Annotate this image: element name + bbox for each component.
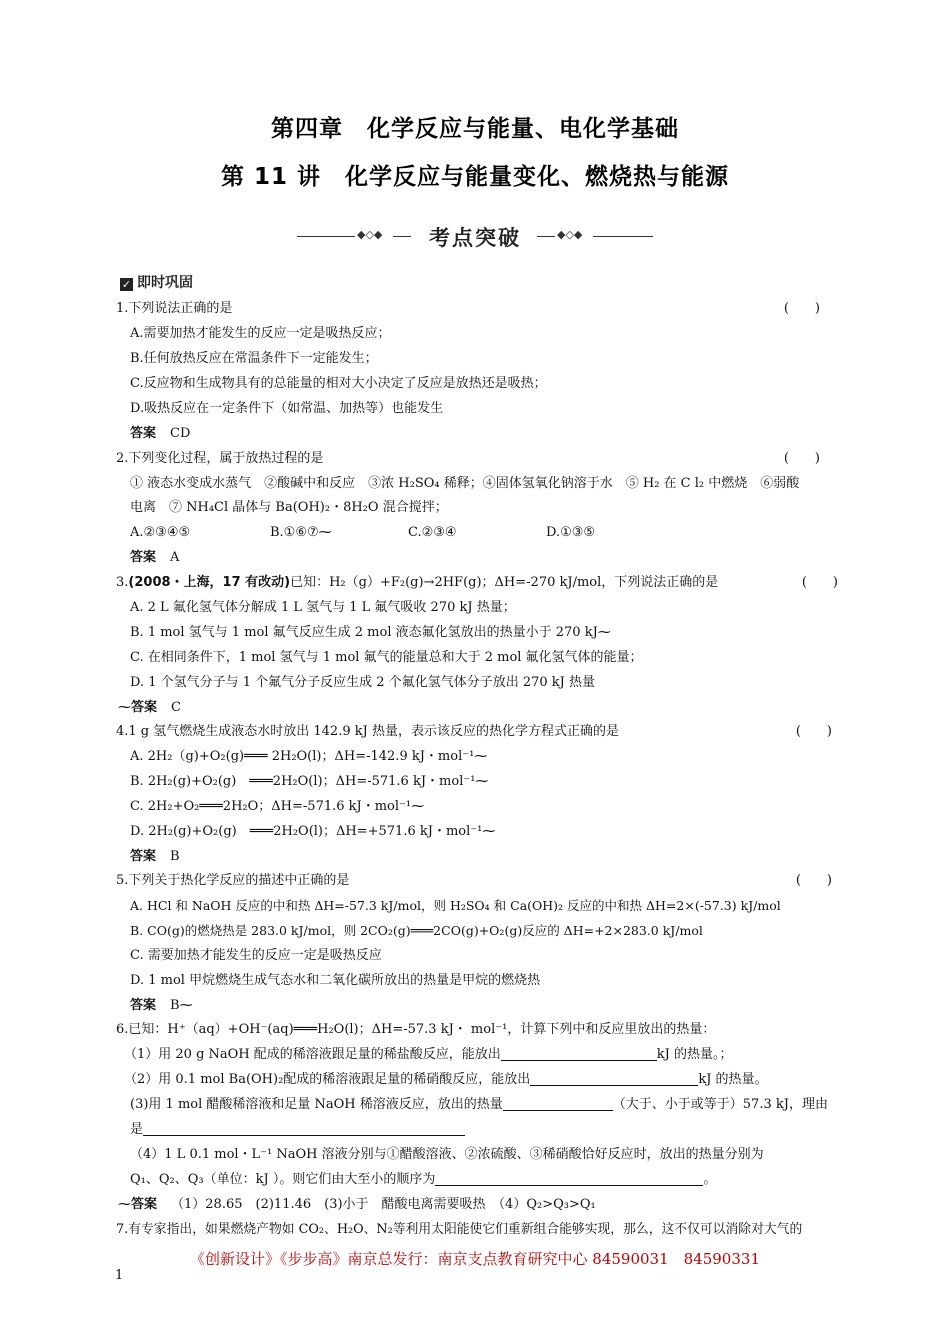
mark-icon: ⁓ [118,700,131,715]
option-a: A.需要加热才能发生的反应一定是吸热反应； [130,326,391,341]
answer-1 [130,425,190,443]
part-text-end: （大于、小于或等于）57.3 kJ，理由 [612,1097,828,1112]
banner-rule-right [593,236,653,237]
option-c: C. 需要加热才能发生的反应一定是吸热反应 [130,948,382,963]
answer-label: 答案 [130,998,157,1013]
option-d: D.吸热反应在一定条件下（如常温、加热等）也能发生 [130,401,444,416]
answer-label: 答案 [131,1197,158,1212]
option-d: D. 1 mol 甲烷燃烧生成气态水和二氧化碳所放出的热量是甲烷的燃烧热 [130,973,541,988]
answer-3 [118,699,181,717]
answer-paren: ( ) [783,301,820,316]
answer-paren: ( ) [801,575,838,590]
answer-blank [143,1121,465,1136]
option-c [130,798,424,816]
answer-value: A [170,550,180,565]
mark-icon: ⁓ [597,625,611,640]
question-2-items-cont: 电离 ⑦ NH₄Cl 晶体与 Ba(OH)₂・8H₂O 混合搅拌； [130,500,448,515]
part-text-end: kJ 的热量。 [698,1072,768,1087]
question-text: 5.下列关于热化学反应的描述中正确的是 [116,873,350,888]
answer-label: 答案 [130,849,157,864]
option-d: D. 1 个氢气分子与 1 个氟气分子反应生成 2 个氟化氢气体分子放出 270 kJ 热量 [130,675,595,690]
question-2 [116,450,820,468]
answer-2 [130,549,179,567]
option-b-text: B. 1 mol 氢气与 1 mol 氟气反应生成 2 mol 液态氟化氢放出的热量小于 270 kJ [130,625,598,640]
banner-rule-left-inner [393,236,411,237]
part-text: (3)用 1 mol 醋酸稀溶液和足量 NaOH 稀溶液反应，放出的热量 [130,1097,503,1112]
option-b-text: B. 2H₂(g)+O₂(g) ═══2H₂O(l)；ΔH=-571.6 kJ・mol⁻¹ [130,774,476,789]
mark-icon: ⁓ [411,799,425,814]
option-c: C.②③④ [408,525,457,540]
answer-blank [501,1046,657,1061]
option-b: B.任何放热反应在常温条件下一定能发生； [130,351,378,366]
question-text: 已知：H₂（g）+F₂(g)→2HF(g)；ΔH=-270 kJ/mol，下列说法正确的是 [290,575,719,590]
mark-icon: ⁓ [482,824,496,839]
question-6-part-1 [124,1046,733,1064]
part-text-end: 。 [703,1172,717,1187]
answer-value: B [170,998,180,1013]
option-b: B. CO(g)的燃烧热是 283.0 kJ/mol，则 2CO₂(g)═══2CO(g)+O₂(g)反应的 ΔH=+2×283.0 kJ/mol [130,923,703,938]
banner-rule-left [297,236,355,237]
banner-rule-right-inner [537,236,555,237]
answer-value: CD [170,426,191,441]
question-6-part-4-cont [130,1171,716,1189]
option-b [130,773,488,791]
publisher-footer: 《创新设计》《步步高》南京总发行：南京支点教育研究中心 84590031 84590331 [190,1250,760,1268]
question-text: 4.1 g 氢气燃烧生成液态水时放出 142.9 kJ 热量，表示该反应的热化学方程式正确的是 [116,724,619,739]
question-3 [116,574,838,592]
part-text: 是 [130,1122,144,1137]
option-a: A.②③④⑤ [130,525,191,540]
lecture-title: 第 11 讲 化学反应与能量变化、燃烧热与能源 [220,164,730,190]
answer-blank [530,1071,698,1086]
mark-icon: ⁓ [475,774,489,789]
answer-blank [503,1096,613,1111]
question-source: (2008・上海，17 有改动) [128,575,291,590]
option-b-text: B.①⑥⑦ [270,525,319,540]
mark-icon: ⁓ [318,525,332,540]
question-text: 2.下列变化过程，属于放热过程的是 [116,451,324,466]
option-a: A. 2 L 氟化氢气体分解成 1 L 氢气与 1 L 氟气吸收 270 kJ 热量； [130,600,516,615]
option-b [270,524,332,542]
answer-label: 答案 [130,426,157,441]
option-d: D.①③⑤ [546,525,596,540]
question-1 [116,300,820,318]
answer-label: 答案 [131,700,158,715]
part-text-end: kJ 的热量。； [656,1047,733,1062]
option-d-text: D. 2H₂(g)+O₂(g) ═══2H₂O(l)；ΔH=+571.6 kJ・mol⁻¹ [130,824,483,839]
part-text: （1）用 20 g NaOH 配成的稀溶液跟足量的稀盐酸反应，能放出 [124,1047,501,1062]
answer-value: C [171,700,181,715]
answer-paren: ( ) [783,451,820,466]
mark-icon: ⁓ [179,998,193,1013]
question-6-part-3-cont [130,1121,465,1139]
mark-icon: ⁓ [474,749,488,764]
question-4 [116,723,832,741]
question-number: 3. [116,575,129,590]
question-5 [116,872,832,890]
option-d [130,823,495,841]
answer-5 [130,997,193,1015]
part-text: Q₁、Q₂、Q₃（单位：kJ ）。则它们由大至小的顺序为 [130,1172,436,1187]
section-banner [297,222,653,250]
option-c-text: C. 2H₂+O₂═══2H₂O；ΔH=-571.6 kJ・mol⁻¹ [130,799,412,814]
option-a [130,748,487,766]
answer-paren: ( ) [795,873,832,888]
checkbox-icon: ✓ [121,278,132,291]
answer-6 [118,1196,596,1214]
question-6: 6.已知：H⁺（aq）+OH⁻(aq)═══H₂O(l)；ΔH=-57.3 kJ・ mol⁻¹，计算下列中和反应里放出的热量： [116,1022,716,1037]
question-6-part-2 [124,1071,768,1089]
question-text: 1.下列说法正确的是 [116,301,233,316]
chapter-title: 第四章 化学反应与能量、电化学基础 [271,116,679,142]
answer-4 [130,848,180,866]
section-heading [120,272,193,292]
option-c: C. 在相同条件下，1 mol 氢气与 1 mol 氟气的能量总和大于 2 mol 氟化氢气体的能量； [130,650,643,665]
part-text: （2）用 0.1 mol Ba(OH)₂配成的稀溶液跟足量的稀硝酸反应，能放出 [124,1072,531,1087]
question-2-items: ① 液态水变成水蒸气 ②酸碱中和反应 ③浓 H₂SO₄ 稀释；④固体氢氧化钠溶于水 ⑤ H₂ 在 C l₂ 中燃烧 ⑥弱酸 [130,476,800,491]
section-title: 即时巩固 [137,275,193,291]
banner-title: 考点突破 [429,226,521,250]
question-6-part-3 [130,1096,828,1114]
answer-paren: ( ) [795,724,832,739]
answer-value: （1）28.65 (2)11.46 (3)小于 醋酸电离需要吸热 （4）Q₂>Q₃>Q₁ [171,1197,596,1212]
question-7: 7.有专家指出，如果燃烧产物如 CO₂、H₂O、N₂等利用太阳能使它们重新组合能够实现，那么，这不仅可以消除对大气的 [116,1222,803,1237]
option-c: C.反应物和生成物具有的总能量的相对大小决定了反应是放热还是吸热； [130,376,547,391]
option-a: A. HCl 和 NaOH 反应的中和热 ΔH=-57.3 kJ/mol，则 H₂SO₄ 和 Ca(OH)₂ 反应的中和热 ΔH=2×(-57.3) kJ/mol [130,898,781,913]
ornament-right-icon: ◆◇◆ [557,228,583,241]
option-b [130,624,611,642]
page-number: 1 [115,1268,124,1283]
answer-blank [435,1171,703,1186]
mark-icon: ⁓ [118,1197,131,1212]
answer-label: 答案 [130,550,157,565]
answer-value: B [170,849,180,864]
option-a-text: A. 2H₂（g)+O₂(g)═══ 2H₂O(l)；ΔH=-142.9 kJ・mol⁻¹ [130,749,475,764]
ornament-left-icon: ◆◇◆ [357,228,383,241]
question-6-part-4: （4）1 L 0.1 mol・L⁻¹ NaOH 溶液分别与①醋酸溶液、②浓硫酸、③稀硝酸恰好反应时，放出的热量分别为 [130,1147,764,1162]
